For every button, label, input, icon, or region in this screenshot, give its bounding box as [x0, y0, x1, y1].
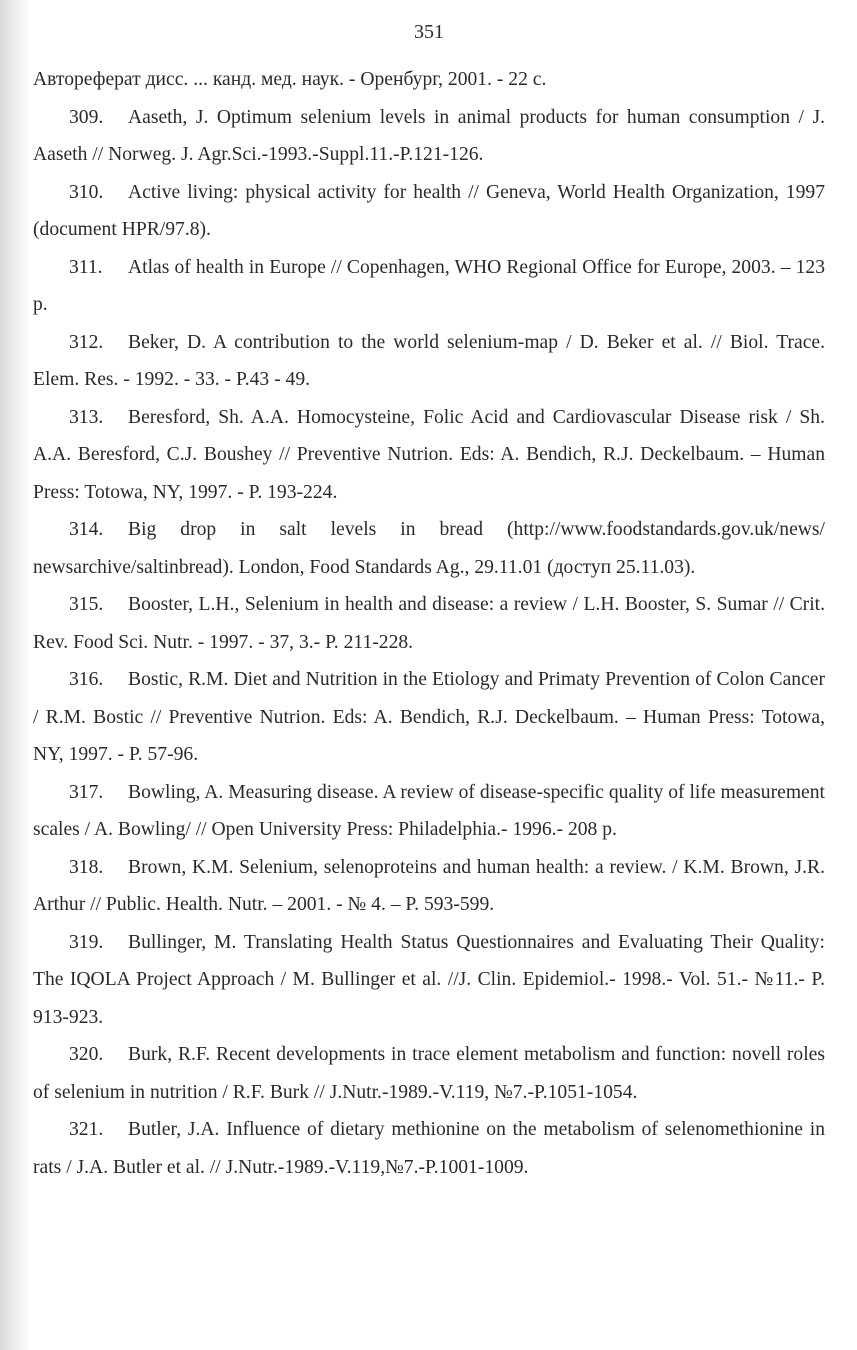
reference-number: 309. — [69, 106, 104, 128]
reference-number: 321. — [69, 1119, 104, 1140]
reference-text: Atlas of health in Europe // Copenhagen, WHO Regional Office for Europe, 2003. – 123 p. — [33, 256, 825, 315]
page-number: 351 — [414, 21, 444, 43]
reference-item — [33, 511, 825, 586]
reference-number: 319. — [69, 931, 104, 953]
reference-number: 311. — [69, 256, 103, 278]
reference-text: Aaseth, J. Optimum selenium levels in animal products for human consumption / J. Aaseth // Norweg. J. Agr.Sci.-1993.-Suppl.11.-P.121-126. — [33, 106, 825, 165]
reference-item — [33, 924, 825, 1037]
reference-text: Burk, R.F. Recent developments in trace element metabolism and function: novell roles of selenium in nutrition / R.F. Burk // J.Nutr.-1989.-V.119, №7.-P.1051-1054. — [33, 1044, 825, 1103]
reference-text: Bullinger, M. Translating Health Status Questionnaires and Evaluating Their Quality: The IQOLA Project Approach / M. Bullinger et al. //J. Clin. Epidemiol.- 1998.- Vol. 51.- №11.- P. 913-923. — [33, 931, 825, 1028]
reference-number: 317. — [69, 781, 104, 803]
reference-text: Bowling, A. Measuring disease. A review of disease-specific quality of life measurement scales / A. Bowling/ // Open University Press: Philadelphia.- 1996.- 208 p. — [33, 781, 825, 840]
reference-text: Active living: physical activity for health // Geneva, World Health Organization, 1997 (document HPR/97.8). — [33, 181, 825, 240]
scan-shadow-edge — [0, 0, 30, 1350]
reference-text: Booster, L.H., Selenium in health and disease: a review / L.H. Booster, S. Sumar // Crit. Rev. Food Sci. Nutr. - 1997. - 37, 3.- P. 211-228. — [33, 594, 825, 653]
reference-item — [33, 1111, 825, 1186]
reference-continuation: Автореферат дисс. ... канд. мед. наук. - Оренбург, 2001. - 22 с. — [33, 69, 547, 90]
reference-number: 315. — [69, 594, 104, 615]
reference-item — [33, 586, 825, 661]
reference-number: 320. — [69, 1044, 104, 1065]
reference-text: Brown, K.M. Selenium, selenoproteins and human health: a review. / K.M. Brown, J.R. Arthur // Public. Health. Nutr. – 2001. - № 4. – P. 593-599. — [33, 856, 825, 915]
reference-text: Bostic, R.M. Diet and Nutrition in the Etiology and Primaty Prevention of Colon Cancer / R.M. Bostic // Preventive Nutrion. Eds: A. Bendich, R.J. Deckelbaum. – Human Press: Totowa, NY, 1997. - P. 57-96. — [33, 669, 825, 765]
reference-text: Butler, J.A. Influence of dietary methionine on the metabolism of selenomethionine in rats / J.A. Butler et al. // J.Nutr.-1989.-V.119,№7.-P.1001-1009. — [33, 1119, 825, 1178]
reference-item — [33, 774, 825, 849]
reference-text: Big drop in salt levels in bread (http://www.foodstandards.gov.uk/news/ newsarchive/saltinbread). London, Food Standards Ag., 29.11.01 (доступ 25.11.03). — [33, 519, 825, 578]
reference-item — [33, 324, 825, 399]
reference-item — [33, 399, 825, 512]
reference-number: 312. — [69, 331, 104, 353]
reference-item — [33, 99, 825, 174]
reference-item — [33, 174, 825, 249]
reference-text: Beresford, Sh. A.A. Homocysteine, Folic Acid and Cardiovascular Disease risk / Sh. A.A. Beresford, C.J. Boushey // Preventive Nutrion. Eds: A. Bendich, R.J. Deckelbaum. – Human Press: Totowa, NY, 1997. - P. 193-224. — [33, 406, 825, 503]
reference-number: 316. — [69, 669, 104, 690]
reference-number: 318. — [69, 856, 104, 878]
reference-item — [33, 249, 825, 324]
reference-number: 314. — [69, 519, 104, 540]
reference-number: 313. — [69, 406, 104, 428]
reference-number: 310. — [69, 181, 104, 203]
reference-list — [33, 61, 825, 1186]
reference-item — [33, 849, 825, 924]
reference-item — [33, 1036, 825, 1111]
reference-item — [33, 661, 825, 774]
reference-text: Beker, D. A contribution to the world selenium-map / D. Beker et al. // Biol. Trace. Elem. Res. - 1992. - 33. - P.43 - 49. — [33, 331, 825, 390]
